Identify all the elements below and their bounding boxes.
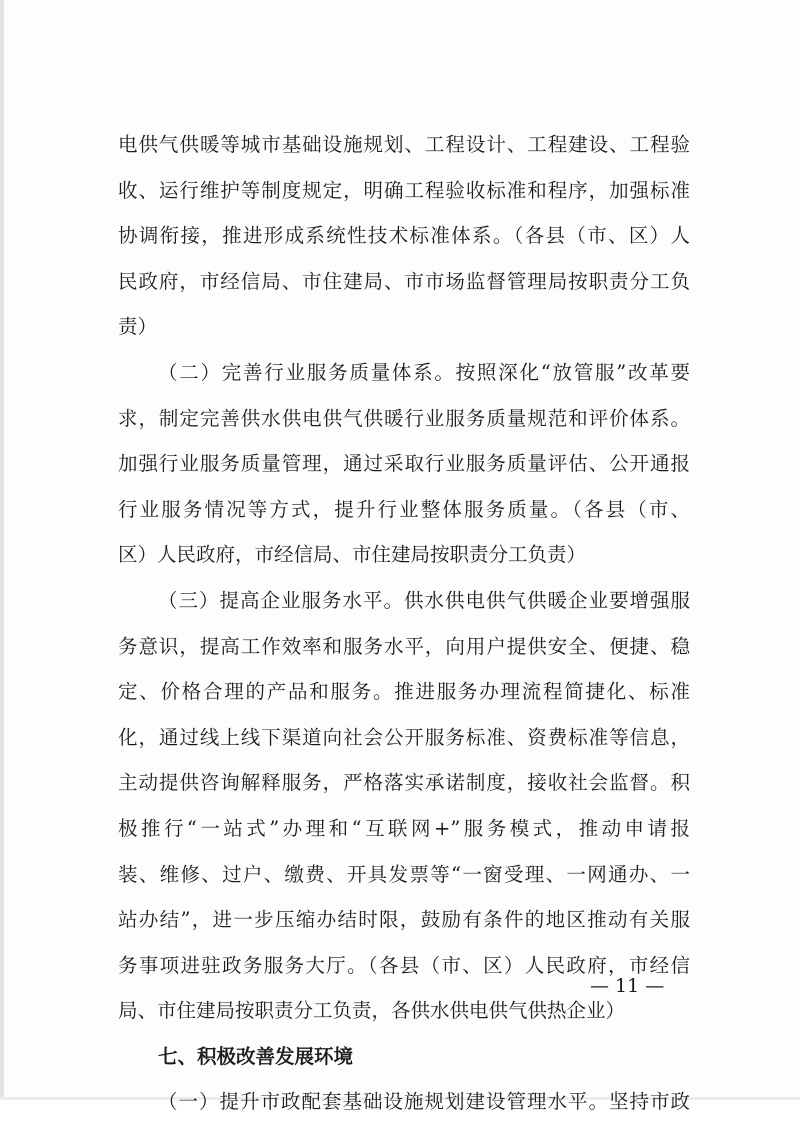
paragraph-line: 行业服务情况等方式，提升行业整体服务质量。（各县（市、 (118, 497, 690, 521)
paragraph-line: （一）提升市政配套基础设施规划建设管理水平。坚持市政 (158, 1090, 690, 1114)
paragraph-line: 装、维修、过户、缴费、开具发票等“一窗受理、一网通办、一 (118, 862, 690, 886)
paragraph-line: 化，通过线上线下渠道向社会公开服务标准、资费标准等信息， (118, 725, 690, 749)
paragraph-line: 局、市住建局按职责分工负责，各供水供电供气供热企业） (118, 999, 626, 1023)
paragraph-line: 责） (118, 315, 158, 339)
paragraph-line: 电供气供暖等城市基础设施规划、工程设计、工程建设、工程验 (118, 133, 690, 156)
paragraph-line: （三）提高企业服务水平。供水供电供气供暖企业要增强服 (158, 588, 690, 612)
paragraph-line: 主动提供咨询解释服务，严格落实承诺制度，接收社会监督。积 (118, 771, 690, 795)
paragraph-line: 民政府，市经信局、市住建局、市市场监督管理局按职责分工负 (118, 269, 690, 293)
paragraph-line: 加强行业服务质量管理，通过采取行业服务质量评估、公开通报 (118, 452, 690, 476)
paragraph-line: 务事项进驻政务服务大厅。（各县（市、区）人民政府，市经信 (118, 953, 690, 977)
paragraph-line: 站办结”，进一步压缩办结时限，鼓励有条件的地区推动有关服 (118, 908, 690, 932)
paragraph-line: 务意识，提高工作效率和服务水平，向用户提供安全、便捷、稳 (118, 634, 690, 658)
paragraph-line: 区）人民政府，市经信局、市住建局按职责分工负责） (118, 543, 587, 567)
page-number: — 11 — (590, 975, 665, 997)
scan-edge-left (0, 0, 4, 1100)
paragraph-line: 定、价格合理的产品和服务。推进服务办理流程简捷化、标准 (118, 680, 690, 704)
paragraph-line: （二）完善行业服务质量体系。按照深化“放管服”改革要 (158, 360, 690, 384)
paragraph-line: 求，制定完善供水供电供气供暖行业服务质量规范和评价体系。 (118, 406, 690, 430)
paragraph-line: 收、运行维护等制度规定，明确工程验收标准和程序，加强标准 (118, 178, 690, 202)
section-heading: 七、积极改善发展环境 (158, 1044, 354, 1068)
paragraph-line: 极推行“一站式”办理和“互联网+”服务模式，推动申请报 (118, 816, 690, 840)
paragraph-line: 协调衔接，推进形成系统性技术标准体系。（各县（市、区）人 (118, 224, 690, 248)
